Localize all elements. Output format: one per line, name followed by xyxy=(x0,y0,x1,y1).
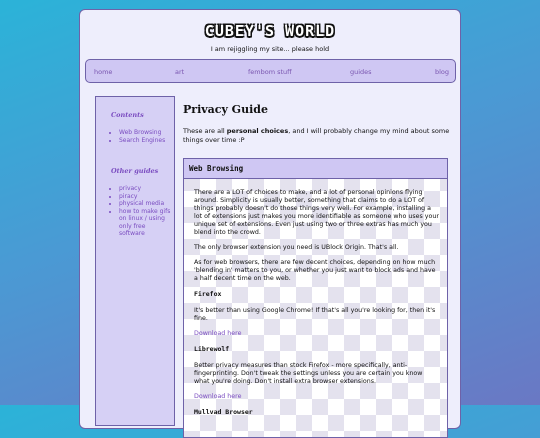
sidebar-contents-heading: Contents xyxy=(111,111,144,119)
site-logo[interactable]: CUBEY'S WORLD xyxy=(204,22,336,40)
intro-after: , and I will probably change my mind about some things over time :P xyxy=(183,127,450,144)
page-container xyxy=(79,9,461,429)
sidebar-contents-list xyxy=(110,129,171,144)
paragraph-choices: There are a LOT of choices to make, and a lot of personal opinions flying around. Simplicity is usually better, something that claims to do a LOT of things probably doesn't do those things very well. For example, installing a lot of extensions just makes you more identifiable as someone who uses your unique set of extensions. Even just using two or three extras has much you blend into the crowd. xyxy=(194,189,439,236)
paragraph-firefox: It's better than using Google Chrome! If that's all you're looking for, then it's fine. xyxy=(194,307,436,322)
card-body xyxy=(194,189,439,425)
list-item xyxy=(119,208,171,238)
nav-item-guides[interactable]: guides xyxy=(350,68,372,76)
list-item xyxy=(119,200,171,208)
page-title: Privacy Guide xyxy=(183,103,268,116)
list-item xyxy=(119,185,171,193)
download-firefox-link[interactable]: Download here xyxy=(194,330,242,337)
list-item xyxy=(119,193,171,201)
list-item xyxy=(119,137,171,145)
heading-firefox: Firefox xyxy=(194,290,222,298)
sidebar xyxy=(95,96,175,426)
heading-librewolf: Librewolf xyxy=(194,345,230,353)
nav-item-home[interactable]: home xyxy=(94,68,113,76)
sidebar-link-piracy[interactable]: piracy xyxy=(119,192,138,200)
top-nav xyxy=(85,59,456,83)
nav-item-blog[interactable]: blog xyxy=(435,68,450,76)
intro-bold: personal choices xyxy=(226,127,289,135)
sidebar-link-web-browsing[interactable]: Web Browsing xyxy=(119,129,162,136)
web-browsing-card xyxy=(183,158,448,438)
heading-mullvad: Mullvad Browser xyxy=(194,408,253,416)
sidebar-link-privacy[interactable]: privacy xyxy=(119,185,142,192)
sidebar-link-physical-media[interactable]: physical media xyxy=(119,200,165,207)
download-librewolf-link[interactable]: Download here xyxy=(194,393,242,400)
sidebar-link-search-engines[interactable]: Search Engines xyxy=(119,136,166,144)
intro-text xyxy=(183,127,451,144)
paragraph-librewolf: Better privacy measures than stock Firefox - more specifically, anti-fingerprinting. Don't tweak the settings unless you are certain you know what you're doing. Don't install extra browser extensions. xyxy=(194,362,423,385)
sidebar-other-list xyxy=(110,185,171,238)
nav-item-art[interactable]: art xyxy=(175,68,185,76)
paragraph-extension: The only browser extension you need is UBlock Origin. That's all. xyxy=(194,244,399,251)
list-item xyxy=(119,129,171,137)
site-tagline: I am rejiggling my site... please hold xyxy=(210,45,330,53)
sidebar-link-gifs-on-linux[interactable]: how to make gifs on linux / using only free software xyxy=(119,207,171,237)
nav-item-fembom-stuff[interactable]: fembom stuff xyxy=(248,68,292,76)
sidebar-other-heading: Other guides xyxy=(111,167,159,175)
intro-before: These are all xyxy=(183,127,227,135)
paragraph-browsers: As for web browsers, there are few decent choices, depending on how much 'blending in' matters to you, or whether you just want to block ads and have a half decent time on the web. xyxy=(194,259,436,282)
card-heading: Web Browsing xyxy=(184,159,447,179)
